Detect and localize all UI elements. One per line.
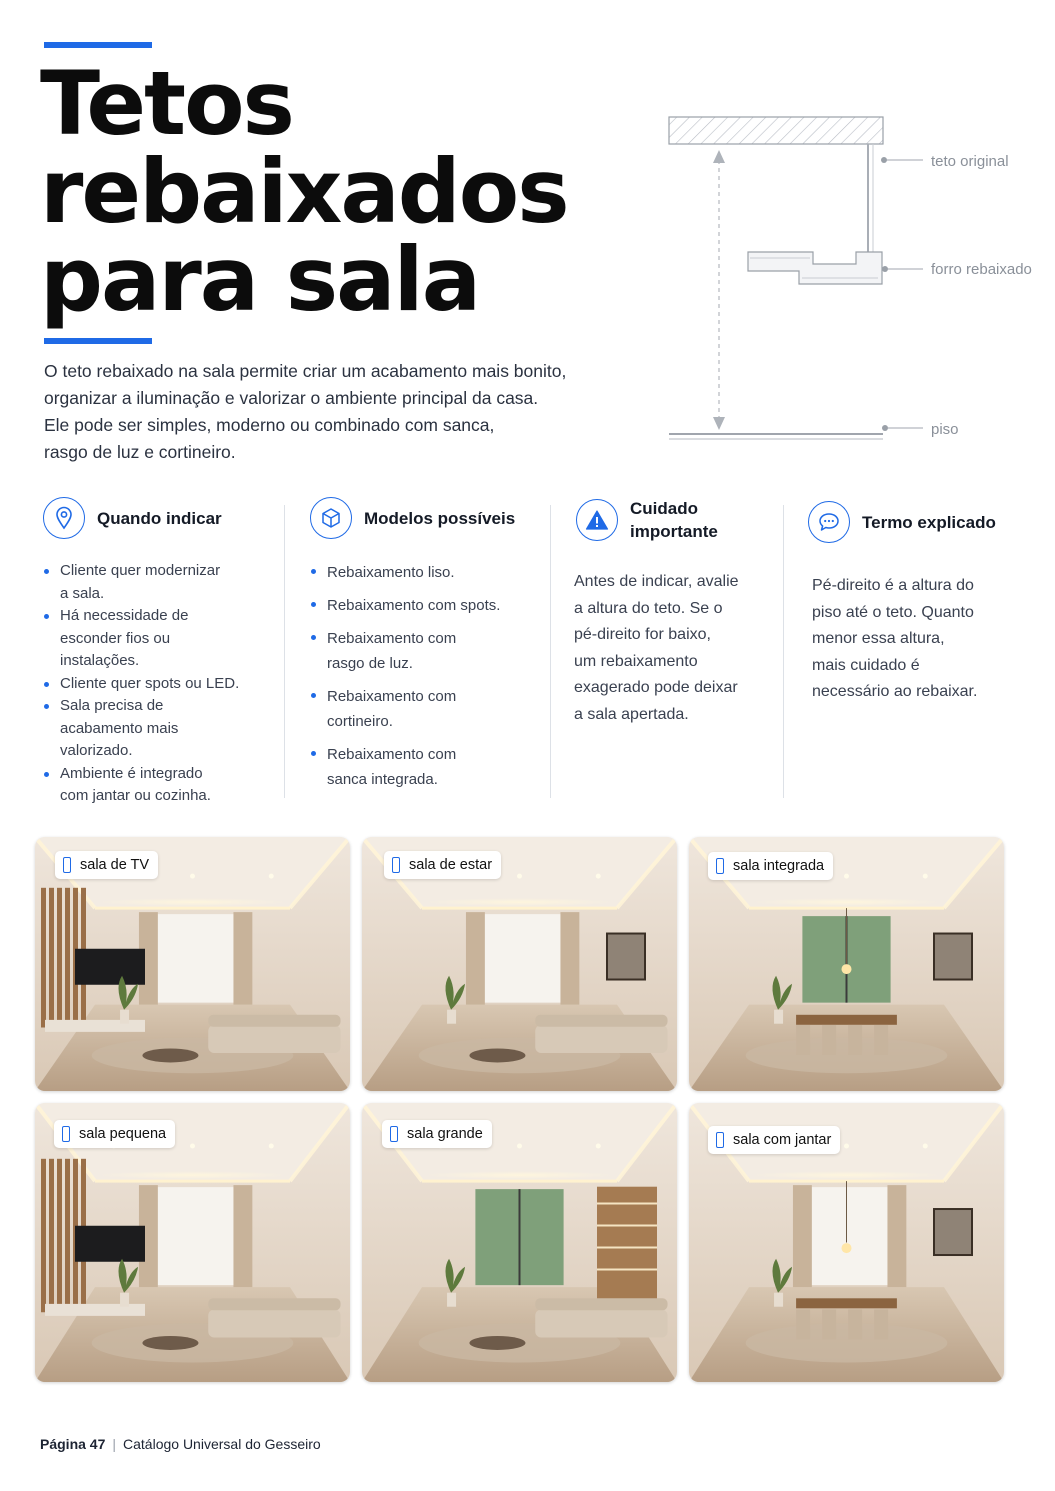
list-item: Rebaixamento com spots. — [310, 593, 535, 618]
list-item: Cliente quer modernizar a sala. — [43, 560, 268, 605]
column-text: Antes de indicar, avalie a altura do teto. Se o pé-direito for baixo, um rebaixamento exagerado pode deixar a sala apertada. — [574, 573, 739, 723]
intro-line: Ele pode ser simples, moderno ou combinado com sanca, — [44, 415, 495, 435]
tag-marker-icon — [392, 857, 400, 873]
list-item: Rebaixamento com sanca integrada. — [310, 742, 535, 792]
accent-bar-top — [44, 42, 152, 48]
column-divider — [284, 505, 285, 798]
column-cuidado-importante — [576, 497, 776, 729]
label-forro-rebaixado: forro rebaixado — [931, 261, 1032, 278]
title-line: para sala — [40, 228, 480, 331]
column-modelos-possiveis — [310, 497, 535, 792]
photo-tag: sala de TV — [55, 851, 158, 879]
bullet-list — [310, 560, 535, 792]
photo-tag: sala grande — [382, 1120, 492, 1148]
warning-icon — [576, 499, 618, 541]
tag-marker-icon — [716, 858, 724, 874]
footer-separator: | — [112, 1436, 117, 1452]
column-title: Termo explicado — [862, 512, 996, 532]
intro-line: rasgo de luz e cortineiro. — [44, 442, 236, 462]
tag-marker-icon — [63, 857, 71, 873]
photo-tag: sala com jantar — [708, 1126, 840, 1154]
cube-icon — [310, 497, 352, 539]
page-number: Página 47 — [40, 1436, 106, 1452]
list-item: Cliente quer spots ou LED. — [43, 673, 268, 696]
column-title: Quando indicar — [97, 508, 222, 528]
label-piso: piso — [931, 421, 959, 438]
page-title — [40, 52, 568, 331]
original-ceiling-slab — [669, 117, 883, 144]
intro-paragraph — [44, 358, 604, 466]
list-item: Rebaixamento liso. — [310, 560, 535, 585]
photo-tag: sala de estar — [384, 851, 501, 879]
label-teto-original: teto original — [931, 153, 1009, 170]
list-item: Rebaixamento com cortineiro. — [310, 684, 535, 734]
column-text: Pé-direito é a altura do piso até o teto. Quanto menor essa altura, mais cuidado é necessário ao rebaixar. — [812, 577, 978, 701]
column-divider — [783, 505, 784, 798]
location-pin-icon — [43, 497, 85, 539]
column-termo-explicado — [808, 497, 1033, 706]
list-item: Há necessidade de esconder fios ou instalações. — [43, 605, 268, 673]
list-item: Ambiente é integrado com jantar ou cozinha. — [43, 763, 268, 808]
ceiling-section-diagram — [660, 108, 1055, 453]
title-line: rebaixados — [40, 140, 568, 243]
chat-bubble-icon — [808, 501, 850, 543]
column-quando-indicar — [43, 497, 268, 808]
accent-bar-bottom — [44, 338, 152, 344]
list-item: Sala precisa de acabamento mais valorizado. — [43, 695, 268, 763]
column-title: Modelos possíveis — [364, 508, 516, 528]
column-title: Cuidado importante — [630, 499, 718, 541]
photo-tag: sala integrada — [708, 852, 833, 880]
intro-line: organizar a iluminação e valorizar o ambiente principal da casa. — [44, 388, 539, 408]
column-divider — [550, 505, 551, 798]
bullet-list — [43, 560, 268, 808]
catalog-name: Catálogo Universal do Gesseiro — [123, 1436, 321, 1452]
list-item: Rebaixamento com rasgo de luz. — [310, 626, 535, 676]
lowered-ceiling-profile — [748, 252, 882, 284]
tag-marker-icon — [390, 1126, 398, 1142]
intro-line: O teto rebaixado na sala permite criar um acabamento mais bonito, — [44, 361, 567, 381]
tag-marker-icon — [62, 1126, 70, 1142]
photo-tag: sala pequena — [54, 1120, 175, 1148]
tag-marker-icon — [716, 1132, 724, 1148]
title-line: Tetos — [40, 52, 293, 155]
page-footer — [40, 1436, 321, 1452]
